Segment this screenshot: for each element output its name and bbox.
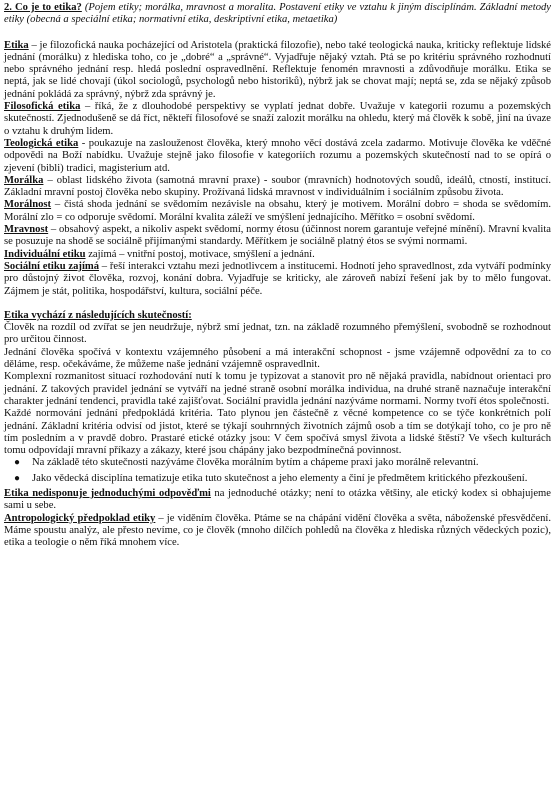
term-text: – obsahový aspekt, a nikoliv aspekt svědomí, normy étosu (účinnost norem garantuje veřejné mínění). Mravní kvalita se posuzuje na shodě se sociálně přijímanými standardy. Měřítkem je sociálně platný étos se svými normami.	[4, 224, 551, 248]
term-label: Morálka	[4, 174, 44, 186]
definition-moralnost	[4, 199, 551, 224]
bullet-dot-icon: ●	[14, 472, 21, 484]
definition-teologicka-etika	[4, 138, 551, 175]
term-text: na jednoduché otázky; není to otázka většiny, ale etický kodex si obhajujeme sami u sebe.	[4, 487, 551, 512]
term-label: Morálnost	[4, 199, 52, 211]
question-title: 2. Co je to etika?	[4, 2, 82, 13]
section-paragraph: Člověk na rozdíl od zvířat se jen neudržuje, nýbrž smí jednat, tzn. na základě rozumného přemýšlení, svobodně se rozhodnout pro určitou činnost.	[4, 322, 551, 346]
term-text: – řeší interakci vztahu mezi jednotlivcem a institucemi. Hodnotí jeho spravedlnost, zda vytváří podmínky pro důstojný život člověka, rozvoj, konání dobra. Vyjadřuje se kriticky, ale zároveň nabízí řešení jak by to mělo fungovat. Zájmem je stát, politika, hospodářství, kultura, sociální péče.	[4, 260, 551, 297]
term-text: – je filozofická nauka pocházející od Aristotela (praktická filozofie), nebo také teologická nauka, kriticky reflektuje lidské jednání (morálku) z hlediska toho, co je „dobré“ a „správné“. Vyjadřuje nějaký vztah. Ptá se po kritériu správného rozhodnutí nebo správného jednání resp. hledá poslední ospravedlnění. Reflektuje fenomén mravnosti a zdůvodňuje morálku. Etika se neptá, jak se lidé chovají (úkol sociologů, psychologů nebo historiků), nýbrž jak se chovat mají; neptá se, zda se nějaký způsob jednání pokládá za správný, nýbrž zda správný je.	[4, 39, 551, 100]
closing-paragraph	[4, 513, 551, 550]
definitions-block	[4, 40, 551, 298]
term-text: – je viděním člověka. Ptáme se na chápání vidění člověka a světa, náboženské přesvědčení. Máme spoustu analýz, ale přesto nevíme, co je člověk (mnoho dílčích pohledů na člověka z hlediska různých vědeckých pozic), etika a teologie o něm říká mnohem více.	[4, 512, 551, 549]
definition-etika	[4, 40, 551, 101]
question-subtitle: (Pojem etiky; morálka, mravnost a moralita. Postavení etiky ve vztahu k jiným disciplínám. Základní metody etiky (obecná a speciální etika; normativní etika, deskriptivní etika, metaetika)	[4, 2, 551, 26]
term-label: Antropologický předpoklad etiky	[4, 512, 156, 524]
definition-filosoficka-etika	[4, 101, 551, 138]
section-paragraph: Komplexní rozmanitost situací rozhodování nutí k tomu je typizovat a stanovit pro ně nějaká pravidla, nabídnout orientaci pro jednání. Z takových pravidel jednání se vytváří na jedné straně osobní morálka individua, na druhé straně naznačuje interakční charakter jednání tendenci, pravidla také zajišťovat. Sociální pravidla jednání nazýváme normami. Normy tvoří étos společnosti.	[4, 371, 551, 407]
bullet-text: Jako vědecká disciplína tematizuje etika tuto skutečnost a jeho elementy a činí je předmětem kritického přezkoušení.	[32, 472, 528, 484]
term-text: zajímá – vnitřní postoj, motivace, smýšlení a jednání.	[85, 248, 315, 260]
term-label: Filosofická etika	[4, 101, 81, 113]
term-text: - poukazuje na zaslouženost člověka, který mnoho věcí dostává zcela zadarmo. Motivuje člověka ke vděčné odpovědi na Boží nabídku. Uvažuje stejně jako filosofie v kategoriích rozumu a pozemských skutečností nad to se opírá o zjevení (bibli) tradici, magisterium atd.	[4, 137, 551, 174]
section-title: Etika vychází z následujících skutečností:	[4, 309, 192, 321]
bullet-item	[14, 457, 551, 469]
definition-mravnost	[4, 224, 551, 249]
term-label: Etika nedisponuje jednoduchými odpověďmi	[4, 487, 211, 499]
term-label: Mravnost	[4, 224, 49, 236]
bullet-dot-icon: ●	[14, 457, 21, 469]
section-paragraph: Jednání člověka spočívá v kontextu vzájemného působení a má interakční schopnost - jsme vzájemně odpovědní za to co děláme, resp. očekáváme, že můžeme naše jednání vzájemně ospravedlnit.	[4, 346, 551, 371]
term-label: Teologická etika	[4, 137, 79, 149]
term-text: – říká, že z dlouhodobé perspektivy se vyplatí jednat dobře. Uvažuje v kategorii rozumu a pozemských skutečností. Zjednodušeně se dá říct, někteří filosofové se snaží zalozit morálku na ohledu, který má člověk k sobě, jiní na úvaze o vztahu k druhým lidem.	[4, 101, 551, 137]
closing-paragraph	[4, 488, 551, 513]
question-heading	[4, 2, 551, 27]
section-skutecnosti	[4, 310, 551, 485]
closing-block	[4, 488, 551, 549]
bullet-item	[14, 472, 551, 485]
bullet-text: Na základě této skutečnosti nazýváme člověka morálním bytím a chápeme praxi jako morálně relevantní.	[32, 457, 479, 469]
term-label: Etika	[4, 39, 29, 51]
term-text: – oblast lidského života (samotná mravní praxe) - soubor (mravních) hodnotových soudů, ideálů, ctností, institucí. Základní mravní postoj člověka nebo skupiny. Prožívaná lidská mravnost v individuálním i sociálním způsobu života.	[4, 174, 551, 199]
term-label: Individuální etiku	[4, 248, 86, 260]
definition-socialni-etika	[4, 261, 551, 298]
bullet-list	[4, 457, 551, 485]
definition-moralka	[4, 175, 551, 200]
term-text: – čistá shoda jednání se svědomím nezávisle na obsahu, který je motivem. Morální dobro = shoda se svědomím. Morální zlo = co odporuje svědomí. Morální kvalita záleží ve smýšlení jednajícího. Měřítko = osobní svědomí.	[4, 199, 551, 223]
section-paragraph: Každé normování jednání předpokládá kritéria. Tato plynou jen částečně z věcné kompetence co se týče konkrétních polí jednání. Základní kritéria odvisí od jistot, které se týkají souhrnných životních zájmů osob a tím se dotýkají toho, co je pro ně tím posledním a v pravdě dobro. Prastaré etické otázky jsou: V čem spočívá smysl života a lidské štěstí? Ve všech kulturách tomu odpovídají mravní příkazy a zákazy, které jsou chápány jako bezpodmínečná povinnost.	[4, 408, 551, 457]
definition-individualni-etika	[4, 249, 551, 261]
term-label: Sociální etiku zajímá	[4, 260, 100, 272]
